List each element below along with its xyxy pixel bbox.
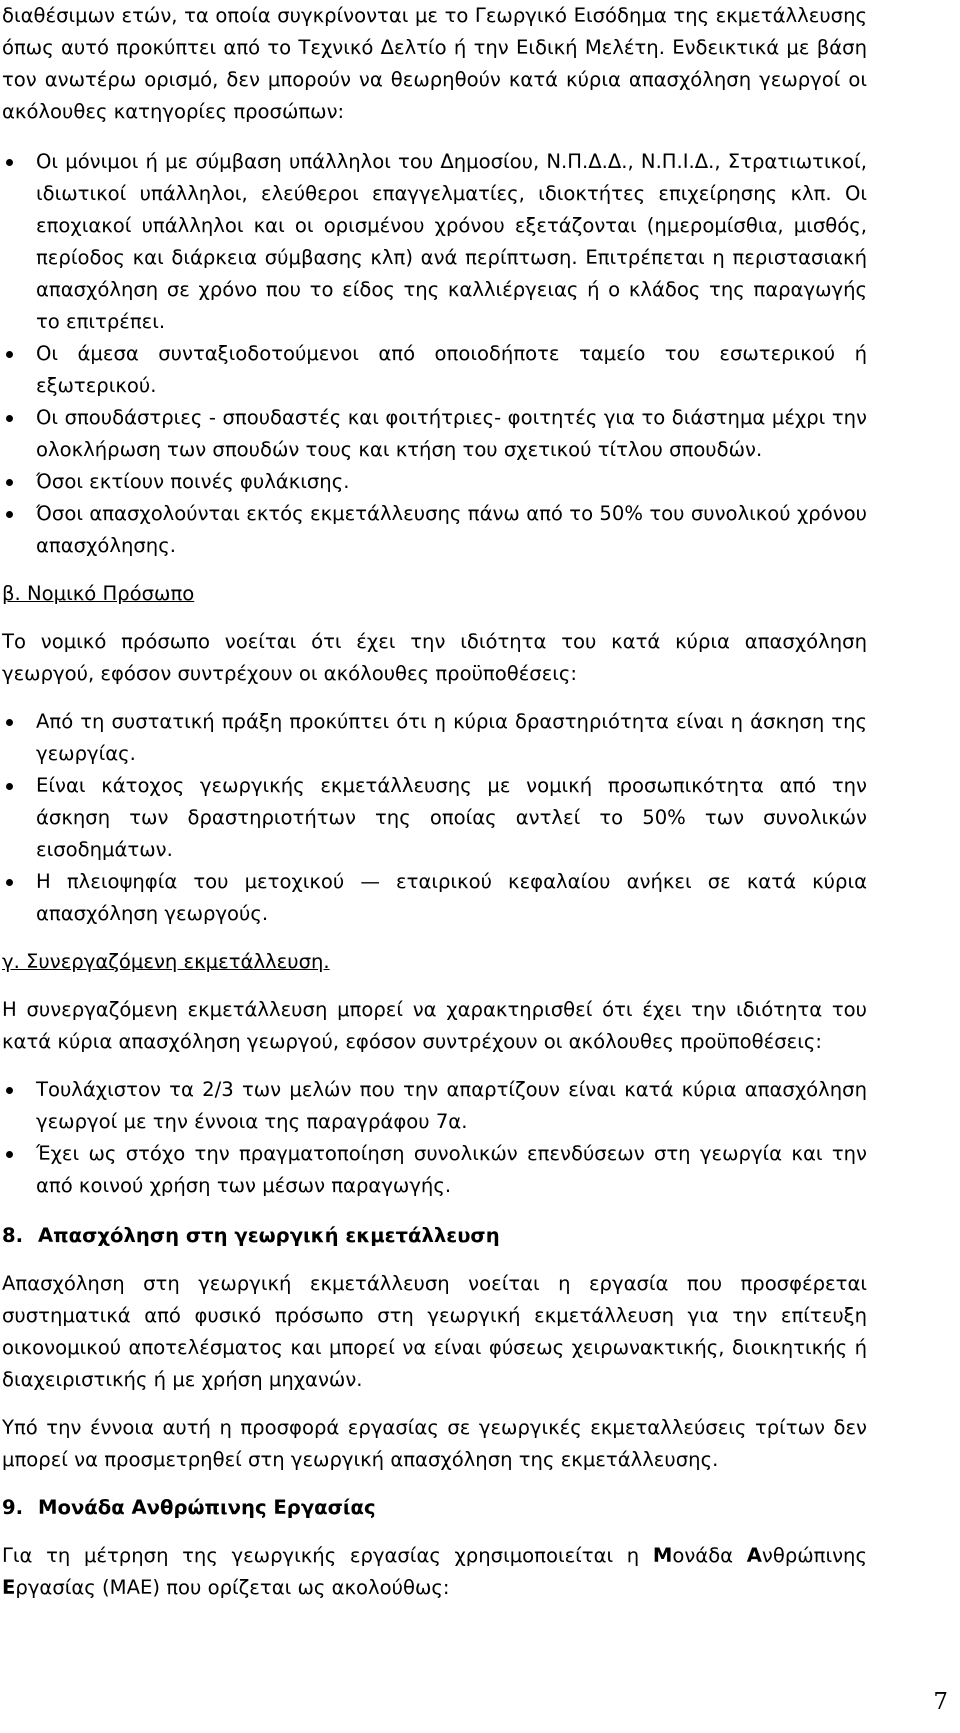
- bullet-icon: [6, 879, 13, 886]
- list-item: Όσοι απασχολούνται εκτός εκμετάλλευσης πάνω από το 50% του συνολικού χρόνου απασχόλησης.: [2, 498, 867, 562]
- section-9-heading: 9. Μονάδα Ανθρώπινης Εργασίας: [2, 1496, 376, 1519]
- list-item: Οι σπουδάστριες - σπουδαστές και φοιτήτριες- φοιτητές για το διάστημα μέχρι την ολοκλήρωση των σπουδών τους και κτήση του σχετικού τίτλου σπουδών.: [2, 402, 867, 466]
- section-8-paragraph-2: Υπό την έννοια αυτή η προσφορά εργασίας σε γεωργικές εκμεταλλεύσεις τρίτων δεν μπορεί να προσμετρηθεί στη γεωργική απασχόληση της εκμετάλλευσης.: [2, 1416, 867, 1471]
- section-8-paragraph-1: Απασχόληση στη γεωργική εκμετάλλευση νοείται η εργασία που προσφέρεται συστηματικά από φυσικό πρόσωπο στη γεωργική εκμετάλλευση για την επίτευξη οικονομικού αποτελέσματος και μπορεί να είναι φύσεως χειρωνακτικής, διοικητικής ή διαχειριστικής ή με χρήση μηχανών.: [2, 1272, 867, 1391]
- section-b-paragraph: Το νομικό πρόσωπο νοείται ότι έχει την ιδιότητα του κατά κύρια απασχόληση γεωργού, εφόσον συντρέχουν οι ακόλουθες προϋποθέσεις:: [2, 630, 867, 685]
- list-item: Όσοι εκτίουν ποινές φυλάκισης.: [2, 466, 867, 498]
- list-item: Η πλειοψηφία του μετοχικού — εταιρικού κεφαλαίου ανήκει σε κατά κύρια απασχόληση γεωργούς.: [2, 866, 867, 930]
- intro-paragraph: διαθέσιμων ετών, τα οποία συγκρίνονται με το Γεωργικό Εισόδημα της εκμετάλλευσης όπως αυτό προκύπτει από το Τεχνικό Δελτίο ή την Ειδική Μελέτη. Ενδεικτικά με βάση τον ανωτέρω ορισμό, δεν μπορούν να θεωρηθούν κατά κύρια απασχόληση γεωργοί οι ακόλουθες κατηγορίες προσώπων:: [2, 4, 867, 123]
- list-item: Από τη συστατική πράξη προκύπτει ότι η κύρια δραστηριότητα είναι η άσκηση της γεωργίας.: [2, 706, 867, 770]
- cooperative-conditions-list: [2, 1074, 867, 1202]
- bullet-icon: [6, 719, 13, 726]
- list-item: Τουλάχιστον τα 2/3 των μελών που την απαρτίζουν είναι κατά κύρια απασχόληση γεωργοί με την έννοια της παραγράφου 7α.: [2, 1074, 867, 1138]
- page-number: 7: [933, 1689, 948, 1715]
- section-8-heading: 8. Απασχόληση στη γεωργική εκμετάλλευση: [2, 1224, 500, 1247]
- document-page: [2, 0, 867, 1604]
- list-item: Έχει ως στόχο την πραγματοποίηση συνολικών επενδύσεων στη γεωργία και την από κοινού χρήση των μέσων παραγωγής.: [2, 1138, 867, 1202]
- list-item: Οι μόνιμοι ή με σύμβαση υπάλληλοι του Δημοσίου, Ν.Π.Δ.Δ., Ν.Π.Ι.Δ., Στρατιωτικοί, ιδιωτικοί υπάλληλοι, ελεύθεροι επαγγελματίες, ιδιοκτήτες επιχείρησης κλπ. Οι εποχιακοί υπάλληλοι και οι ορισμένου χρόνου εξετάζονται (ημερομίσθια, μισθός, περίοδος και διάρκεια σύμβασης κλπ) ανά περίπτωση. Επιτρέπεται η περιστασιακή απασχόληση σε χρόνο που το είδος της καλλιέργειας ή ο κλάδος της παραγωγής το επιτρέπει.: [2, 146, 867, 338]
- bullet-icon: [6, 479, 13, 486]
- bullet-icon: [6, 159, 13, 166]
- section-c-paragraph: Η συνεργαζόμενη εκμετάλλευση μπορεί να χαρακτηρισθεί ότι έχει την ιδιότητα του κατά κύρια απασχόληση γεωργού, εφόσον συντρέχουν οι ακόλουθες προϋποθέσεις:: [2, 998, 867, 1053]
- bullet-icon: [6, 1151, 13, 1158]
- bullet-icon: [6, 415, 13, 422]
- section-b-title: β. Νομικό Πρόσωπο: [2, 582, 195, 605]
- bullet-icon: [6, 1087, 13, 1094]
- bullet-icon: [6, 511, 13, 518]
- section-9-paragraph: Για τη μέτρηση της γεωργικής εργασίας χρησιμοποιείται η Μονάδα Ανθρώπινης Εργασίας (ΜΑΕ) που ορίζεται ως ακολούθως:: [2, 1544, 867, 1599]
- bullet-icon: [6, 783, 13, 790]
- list-item: Είναι κάτοχος γεωργικής εκμετάλλευσης με νομική προσωπικότητα από την άσκηση των δραστηριοτήτων της οποίας αντλεί το 50% των συνολικών εισοδημάτων.: [2, 770, 867, 866]
- bullet-icon: [6, 351, 13, 358]
- excluded-persons-list: [2, 146, 867, 562]
- list-item: Οι άμεσα συνταξιοδοτούμενοι από οποιοδήποτε ταμείο του εσωτερικού ή εξωτερικού.: [2, 338, 867, 402]
- section-c-title: γ. Συνεργαζόμενη εκμετάλλευση.: [2, 950, 330, 973]
- legal-person-conditions-list: [2, 706, 867, 930]
